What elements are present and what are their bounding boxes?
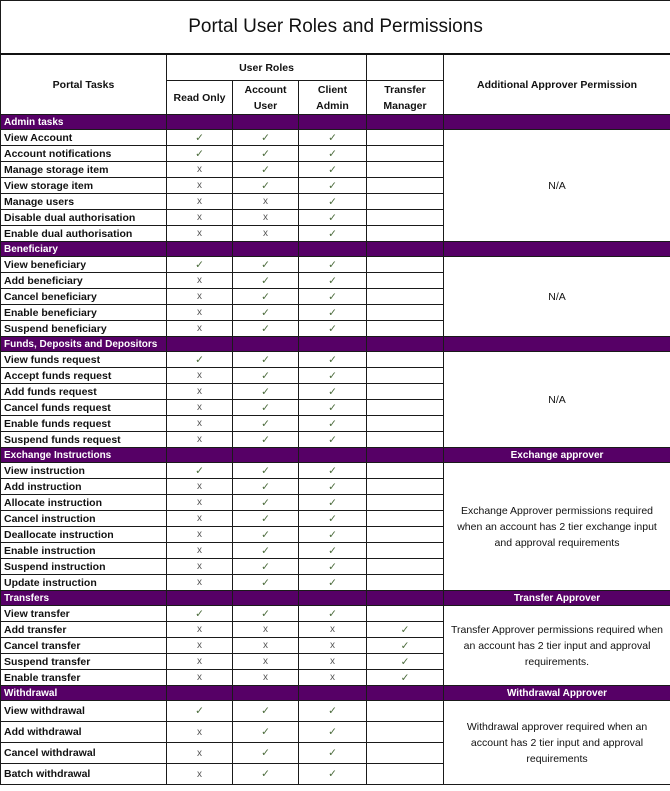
empty-cell <box>367 575 444 591</box>
task-name: Cancel instruction <box>1 511 167 527</box>
approver-title <box>444 337 670 352</box>
task-name: Batch withdrawal <box>1 764 167 785</box>
header-transfer-manager-line2: Manager <box>383 99 427 112</box>
header-user-roles: User Roles <box>167 54 367 81</box>
header-client-admin-line2: Admin <box>316 99 349 112</box>
section-header-empty <box>233 242 299 257</box>
cross-icon: x <box>233 638 299 654</box>
section-header-row <box>1 591 670 606</box>
task-name: View Account <box>1 130 167 146</box>
cross-icon: x <box>299 654 367 670</box>
empty-cell <box>367 416 444 432</box>
section-header-empty <box>167 591 233 606</box>
check-icon: ✓ <box>299 130 367 146</box>
check-icon: ✓ <box>299 194 367 210</box>
task-name: Suspend beneficiary <box>1 321 167 337</box>
task-name: Deallocate instruction <box>1 527 167 543</box>
check-icon: ✓ <box>233 527 299 543</box>
header-transfer-manager <box>367 81 444 115</box>
check-icon: ✓ <box>233 606 299 622</box>
empty-cell <box>367 559 444 575</box>
empty-cell <box>367 305 444 321</box>
header-account-user <box>233 81 299 115</box>
empty-cell <box>367 606 444 622</box>
check-icon: ✓ <box>299 321 367 337</box>
check-icon: ✓ <box>299 543 367 559</box>
section-header-empty <box>367 242 444 257</box>
section-name: Withdrawal <box>1 686 167 701</box>
check-icon: ✓ <box>167 130 233 146</box>
empty-cell <box>367 321 444 337</box>
cross-icon: x <box>167 400 233 416</box>
check-icon: ✓ <box>233 146 299 162</box>
check-icon: ✓ <box>299 289 367 305</box>
empty-cell <box>367 178 444 194</box>
section-name: Exchange Instructions <box>1 448 167 463</box>
page-title: Portal User Roles and Permissions <box>1 1 670 55</box>
cross-icon: x <box>233 194 299 210</box>
section-header-row <box>1 115 670 130</box>
cross-icon: x <box>299 622 367 638</box>
section-header-row <box>1 686 670 701</box>
section-header-row <box>1 337 670 352</box>
check-icon: ✓ <box>299 352 367 368</box>
cross-icon: x <box>167 495 233 511</box>
empty-cell <box>367 495 444 511</box>
header-read-only: Read Only <box>167 81 233 115</box>
section-header-empty <box>167 337 233 352</box>
header-transfer-manager-line1: Transfer <box>384 83 426 96</box>
check-icon: ✓ <box>233 575 299 591</box>
task-name: Cancel transfer <box>1 638 167 654</box>
cross-icon: x <box>167 432 233 448</box>
task-name: Enable funds request <box>1 416 167 432</box>
empty-cell <box>367 764 444 785</box>
approver-description: Transfer Approver permissions required when an account has 2 tier input and approval requirements. <box>444 606 670 686</box>
check-icon: ✓ <box>233 130 299 146</box>
header-blank <box>367 54 444 81</box>
section-header-empty <box>299 242 367 257</box>
check-icon: ✓ <box>299 384 367 400</box>
table-row <box>1 701 670 722</box>
check-icon: ✓ <box>299 722 367 743</box>
cross-icon: x <box>167 384 233 400</box>
approver-title: Exchange approver <box>444 448 670 463</box>
section-header-empty <box>367 448 444 463</box>
approver-title: Transfer Approver <box>444 591 670 606</box>
check-icon: ✓ <box>233 273 299 289</box>
check-icon: ✓ <box>233 722 299 743</box>
empty-cell <box>367 273 444 289</box>
cross-icon: x <box>167 289 233 305</box>
task-name: Add beneficiary <box>1 273 167 289</box>
check-icon: ✓ <box>367 654 444 670</box>
approver-description: N/A <box>444 130 670 242</box>
approver-title <box>444 242 670 257</box>
task-name: Add instruction <box>1 479 167 495</box>
cross-icon: x <box>167 511 233 527</box>
task-name: Allocate instruction <box>1 495 167 511</box>
check-icon: ✓ <box>233 479 299 495</box>
approver-description: Exchange Approver permissions required when an account has 2 tier exchange input and approval requirements <box>444 463 670 591</box>
check-icon: ✓ <box>167 146 233 162</box>
empty-cell <box>367 479 444 495</box>
check-icon: ✓ <box>233 495 299 511</box>
header-portal-tasks: Portal Tasks <box>1 54 167 115</box>
approver-title: Withdrawal Approver <box>444 686 670 701</box>
check-icon: ✓ <box>167 463 233 479</box>
empty-cell <box>367 722 444 743</box>
section-header-empty <box>233 686 299 701</box>
cross-icon: x <box>167 622 233 638</box>
cross-icon: x <box>167 722 233 743</box>
cross-icon: x <box>167 416 233 432</box>
cross-icon: x <box>167 559 233 575</box>
task-name: Enable instruction <box>1 543 167 559</box>
check-icon: ✓ <box>233 559 299 575</box>
empty-cell <box>367 368 444 384</box>
task-name: Cancel withdrawal <box>1 743 167 764</box>
check-icon: ✓ <box>299 400 367 416</box>
check-icon: ✓ <box>299 701 367 722</box>
cross-icon: x <box>167 479 233 495</box>
cross-icon: x <box>233 670 299 686</box>
cross-icon: x <box>167 210 233 226</box>
cross-icon: x <box>167 194 233 210</box>
empty-cell <box>367 400 444 416</box>
check-icon: ✓ <box>233 257 299 273</box>
empty-cell <box>367 701 444 722</box>
section-header-empty <box>299 591 367 606</box>
empty-cell <box>367 194 444 210</box>
check-icon: ✓ <box>167 352 233 368</box>
empty-cell <box>367 257 444 273</box>
check-icon: ✓ <box>233 368 299 384</box>
check-icon: ✓ <box>233 743 299 764</box>
empty-cell <box>367 146 444 162</box>
approver-title <box>444 115 670 130</box>
task-name: View transfer <box>1 606 167 622</box>
header-client-admin <box>299 81 367 115</box>
cross-icon: x <box>167 321 233 337</box>
empty-cell <box>367 543 444 559</box>
task-name: Manage users <box>1 194 167 210</box>
empty-cell <box>367 432 444 448</box>
check-icon: ✓ <box>299 210 367 226</box>
check-icon: ✓ <box>299 146 367 162</box>
cross-icon: x <box>167 527 233 543</box>
task-name: Suspend funds request <box>1 432 167 448</box>
empty-cell <box>367 352 444 368</box>
approver-description: N/A <box>444 352 670 448</box>
check-icon: ✓ <box>299 273 367 289</box>
section-header-empty <box>233 115 299 130</box>
cross-icon: x <box>167 226 233 242</box>
check-icon: ✓ <box>299 575 367 591</box>
cross-icon: x <box>167 273 233 289</box>
check-icon: ✓ <box>299 463 367 479</box>
task-name: Accept funds request <box>1 368 167 384</box>
check-icon: ✓ <box>167 257 233 273</box>
task-name: Manage storage item <box>1 162 167 178</box>
check-icon: ✓ <box>299 162 367 178</box>
section-header-empty <box>367 591 444 606</box>
task-name: Update instruction <box>1 575 167 591</box>
task-name: Enable beneficiary <box>1 305 167 321</box>
task-name: View beneficiary <box>1 257 167 273</box>
section-header-empty <box>299 337 367 352</box>
section-header-empty <box>299 686 367 701</box>
empty-cell <box>367 162 444 178</box>
approver-description: Withdrawal approver required when an account has 2 tier input and approval requirements <box>444 701 670 785</box>
task-name: Cancel funds request <box>1 400 167 416</box>
section-header-empty <box>367 115 444 130</box>
check-icon: ✓ <box>299 511 367 527</box>
cross-icon: x <box>167 162 233 178</box>
cross-icon: x <box>167 670 233 686</box>
task-name: Account notifications <box>1 146 167 162</box>
check-icon: ✓ <box>299 226 367 242</box>
empty-cell <box>367 210 444 226</box>
table-row <box>1 463 670 479</box>
approver-description: N/A <box>444 257 670 337</box>
empty-cell <box>367 527 444 543</box>
check-icon: ✓ <box>299 743 367 764</box>
check-icon: ✓ <box>233 178 299 194</box>
task-name: Suspend instruction <box>1 559 167 575</box>
task-name: Cancel beneficiary <box>1 289 167 305</box>
empty-cell <box>367 511 444 527</box>
check-icon: ✓ <box>299 495 367 511</box>
section-header-row <box>1 448 670 463</box>
check-icon: ✓ <box>299 368 367 384</box>
empty-cell <box>367 384 444 400</box>
check-icon: ✓ <box>233 701 299 722</box>
check-icon: ✓ <box>299 257 367 273</box>
section-header-empty <box>367 686 444 701</box>
section-header-empty <box>167 242 233 257</box>
task-name: Add transfer <box>1 622 167 638</box>
table-row <box>1 352 670 368</box>
header-additional-approver: Additional Approver Permission <box>444 54 670 115</box>
table-row <box>1 606 670 622</box>
check-icon: ✓ <box>233 162 299 178</box>
check-icon: ✓ <box>233 400 299 416</box>
section-name: Beneficiary <box>1 242 167 257</box>
section-header-empty <box>167 115 233 130</box>
check-icon: ✓ <box>299 305 367 321</box>
header-client-admin-line1: Client <box>317 83 348 96</box>
header-account-user-line1: Account <box>244 83 287 96</box>
cross-icon: x <box>233 654 299 670</box>
section-name: Transfers <box>1 591 167 606</box>
table-row <box>1 257 670 273</box>
cross-icon: x <box>299 638 367 654</box>
check-icon: ✓ <box>233 432 299 448</box>
cross-icon: x <box>167 654 233 670</box>
check-icon: ✓ <box>233 384 299 400</box>
cross-icon: x <box>233 210 299 226</box>
section-header-empty <box>233 337 299 352</box>
task-name: View storage item <box>1 178 167 194</box>
cross-icon: x <box>167 743 233 764</box>
cross-icon: x <box>167 638 233 654</box>
check-icon: ✓ <box>299 764 367 785</box>
cross-icon: x <box>167 305 233 321</box>
task-name: Disable dual authorisation <box>1 210 167 226</box>
check-icon: ✓ <box>299 416 367 432</box>
section-header-empty <box>367 337 444 352</box>
empty-cell <box>367 743 444 764</box>
check-icon: ✓ <box>299 559 367 575</box>
cross-icon: x <box>167 764 233 785</box>
check-icon: ✓ <box>367 638 444 654</box>
check-icon: ✓ <box>299 479 367 495</box>
cross-icon: x <box>167 178 233 194</box>
check-icon: ✓ <box>233 511 299 527</box>
cross-icon: x <box>167 575 233 591</box>
check-icon: ✓ <box>367 622 444 638</box>
check-icon: ✓ <box>233 416 299 432</box>
check-icon: ✓ <box>233 305 299 321</box>
check-icon: ✓ <box>299 432 367 448</box>
check-icon: ✓ <box>233 463 299 479</box>
section-header-empty <box>299 448 367 463</box>
section-header-empty <box>233 591 299 606</box>
check-icon: ✓ <box>367 670 444 686</box>
task-name: Suspend transfer <box>1 654 167 670</box>
task-name: Add withdrawal <box>1 722 167 743</box>
section-header-empty <box>167 448 233 463</box>
empty-cell <box>367 226 444 242</box>
cross-icon: x <box>233 622 299 638</box>
task-name: View withdrawal <box>1 701 167 722</box>
section-name: Admin tasks <box>1 115 167 130</box>
header-account-user-line2: User <box>253 99 278 112</box>
task-name: View funds request <box>1 352 167 368</box>
check-icon: ✓ <box>233 321 299 337</box>
section-name: Funds, Deposits and Depositors <box>1 337 167 352</box>
section-header-empty <box>167 686 233 701</box>
check-icon: ✓ <box>299 527 367 543</box>
task-name: View instruction <box>1 463 167 479</box>
section-header-empty <box>299 115 367 130</box>
check-icon: ✓ <box>233 543 299 559</box>
check-icon: ✓ <box>167 606 233 622</box>
cross-icon: x <box>167 368 233 384</box>
empty-cell <box>367 130 444 146</box>
task-name: Enable transfer <box>1 670 167 686</box>
check-icon: ✓ <box>233 352 299 368</box>
section-header-empty <box>233 448 299 463</box>
cross-icon: x <box>167 543 233 559</box>
check-icon: ✓ <box>233 764 299 785</box>
task-name: Add funds request <box>1 384 167 400</box>
check-icon: ✓ <box>299 606 367 622</box>
check-icon: ✓ <box>299 178 367 194</box>
permissions-body <box>1 115 670 785</box>
cross-icon: x <box>233 226 299 242</box>
table-row <box>1 130 670 146</box>
empty-cell <box>367 463 444 479</box>
check-icon: ✓ <box>167 701 233 722</box>
empty-cell <box>367 289 444 305</box>
cross-icon: x <box>299 670 367 686</box>
task-name: Enable dual authorisation <box>1 226 167 242</box>
check-icon: ✓ <box>233 289 299 305</box>
section-header-row <box>1 242 670 257</box>
